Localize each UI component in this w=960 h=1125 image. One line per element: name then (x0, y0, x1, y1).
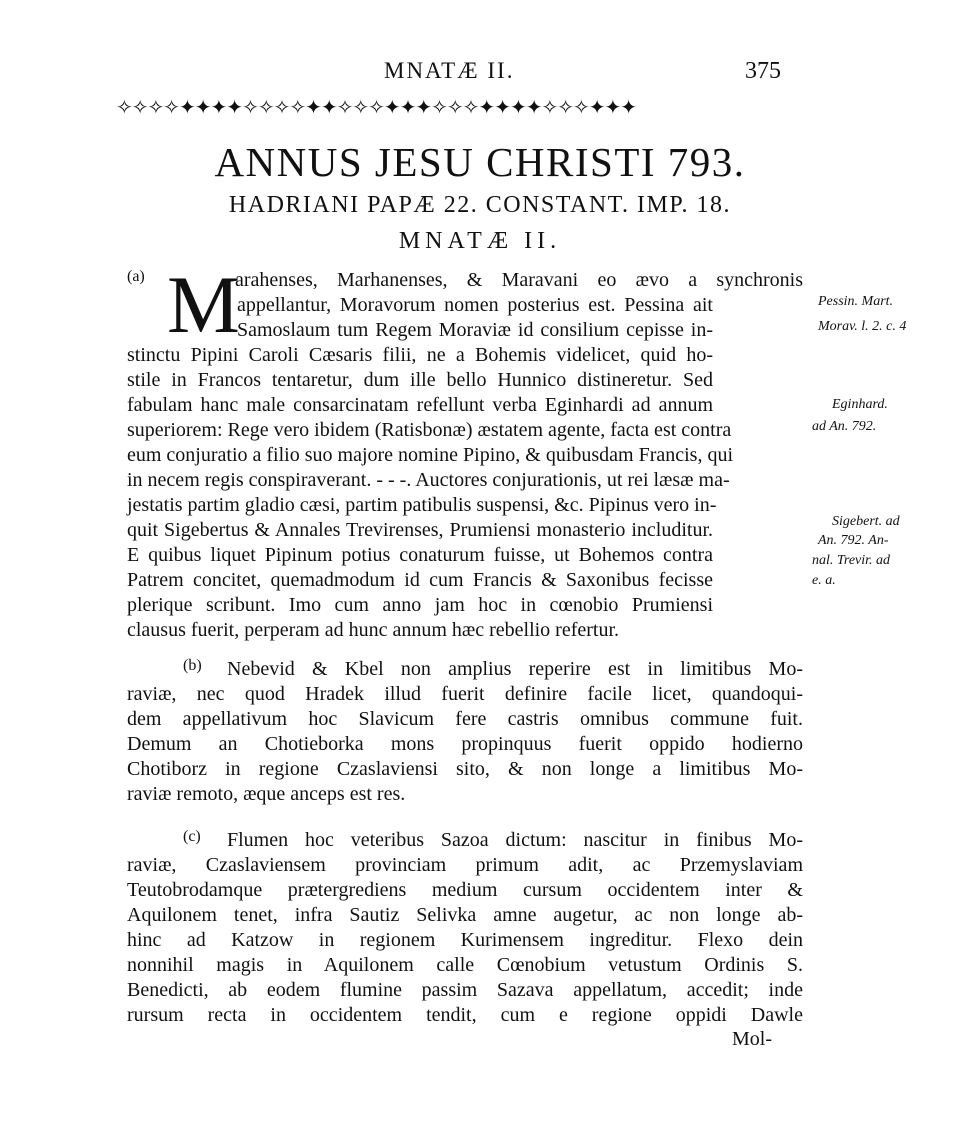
note-line: jestatis partim gladio cæsi, partim patibulis suspensi, &c. Pipinus vero in- (127, 494, 717, 516)
margin-note-sigebert: nal. Trevir. ad (812, 553, 891, 568)
note-c (127, 828, 803, 1028)
running-head (0, 58, 960, 90)
reign-heading: HADRIANI PAPÆ 22. CONSTANT. IMP. 18. (228, 192, 732, 218)
note-line: Teutobrodamque prætergrediens medium cursum occidentem inter & (127, 879, 803, 901)
note-line: hinc ad Katzow in regionem Kurimensem ingreditur. Flexo dein (127, 929, 803, 951)
note-line: arahenses, Marhanenses, & Maravani eo ævo a synchronis (235, 269, 803, 291)
note-line: raviæ remoto, æque anceps est res. (127, 783, 406, 805)
note-line: eum conjuratio a filio suo majore nomine Pipino, & quibusdam Francis, qui (127, 444, 734, 466)
note-line: Benedicti, ab eodem flumine passim Sazava appellatum, accedit; inde (127, 979, 803, 1001)
note-line: Chotiborz in regione Czaslaviensi sito, & non longe a limitibus Mo- (127, 758, 803, 780)
note-line: Patrem concitet, quemadmodum id cum Francis & Saxonibus fecisse (127, 569, 713, 591)
year-heading: ANNUS JESU CHRISTI 793. (214, 139, 746, 185)
ornament-band: ✧✧✧✧✦✦✦✦✧✧✧✧✦✦✧✧✧✦✦✦✧✧✧✦✦✦✦✧✧✧✦✦✦ (116, 97, 637, 119)
margin-note-pessina-ref: Morav. l. 2. c. 4 (818, 319, 907, 334)
drop-cap-letter: M (167, 259, 240, 350)
note-line: Nebevid & Kbel non amplius reperire est in limitibus Mo- (227, 658, 803, 680)
note-line: dem appellativum hoc Slavicum fere castris omnibus commune fuit. (127, 708, 803, 730)
note-line: Aquilonem tenet, infra Sautiz Selivka amne augetur, ac non longe ab- (127, 904, 803, 926)
note-b-marker: (b) (183, 657, 202, 674)
note-line: in necem regis conspiraverant. - - -. Auctores conjurationis, ut rei læsæ ma- (127, 469, 730, 491)
note-line: raviæ, nec quod Hradek illud fuerit definire facile licet, quandoqui- (127, 683, 803, 705)
note-line: E quibus liquet Pipinum potius conaturum fuisse, ut Bohemos contra (127, 544, 713, 566)
note-line: appellantur, Moravorum nomen posterius est. Pessina ait (237, 294, 713, 316)
running-title: MNATÆ II. (384, 58, 515, 83)
margin-note-sigebert: e. a. (812, 573, 836, 588)
note-line: rursum recta in occidentem tendit, cum e regione oppidi Dawle (127, 1004, 803, 1026)
margin-note-eginhard-ref: ad An. 792. (812, 419, 877, 434)
note-line: superiorem: Rege vero ibidem (Ratisbonæ) æstatem agente, facta est contra (127, 419, 732, 441)
note-a (127, 259, 803, 643)
margin-note-eginhard: Eginhard. (832, 397, 888, 412)
margin-note-pessina: Pessin. Mart. (818, 294, 894, 309)
note-a-marker: (a) (127, 268, 145, 285)
catchword: Mol- (732, 1028, 772, 1050)
margin-note-sigebert: Sigebert. ad (832, 514, 900, 529)
note-line: fabulam hanc male consarcinatam refellunt verba Eginhardi ad annum (127, 394, 713, 416)
note-b (127, 657, 803, 807)
note-line: stinctu Pipini Caroli Cæsaris filii, ne a Bohemis videlicet, quid ho- (127, 344, 713, 366)
note-line: raviæ, Czaslaviensem provinciam primum adit, ac Przemyslaviam (127, 854, 803, 876)
page-number: 375 (745, 58, 781, 84)
note-c-marker: (c) (183, 828, 201, 845)
margin-note-sigebert: An. 792. An- (818, 533, 889, 548)
note-line: Flumen hoc veteribus Sazoa dictum: nascitur in finibus Mo- (227, 829, 803, 851)
note-line: clausus fuerit, perperam ad hunc annum hæc rebellio refertur. (127, 619, 620, 641)
note-line: quit Sigebertus & Annales Trevirenses, Prumiensi monasterio includitur. (127, 519, 713, 541)
note-line: Samoslaum tum Regem Moraviæ id consilium cepisse in- (237, 319, 713, 341)
note-line: stile in Francos tentaretur, dum ille bello Hunnico distineretur. Sed (127, 369, 713, 391)
ruler-heading: MNATÆ II. (398, 228, 562, 254)
note-line: nonnihil magis in Aquilonem calle Cœnobium vetustum Ordinis S. (127, 954, 803, 976)
note-line: plerique scribunt. Imo cum anno jam hoc in cœnobio Prumiensi (127, 594, 713, 616)
note-line: Demum an Chotieborka mons propinquus fuerit oppido hodierno (127, 733, 803, 755)
